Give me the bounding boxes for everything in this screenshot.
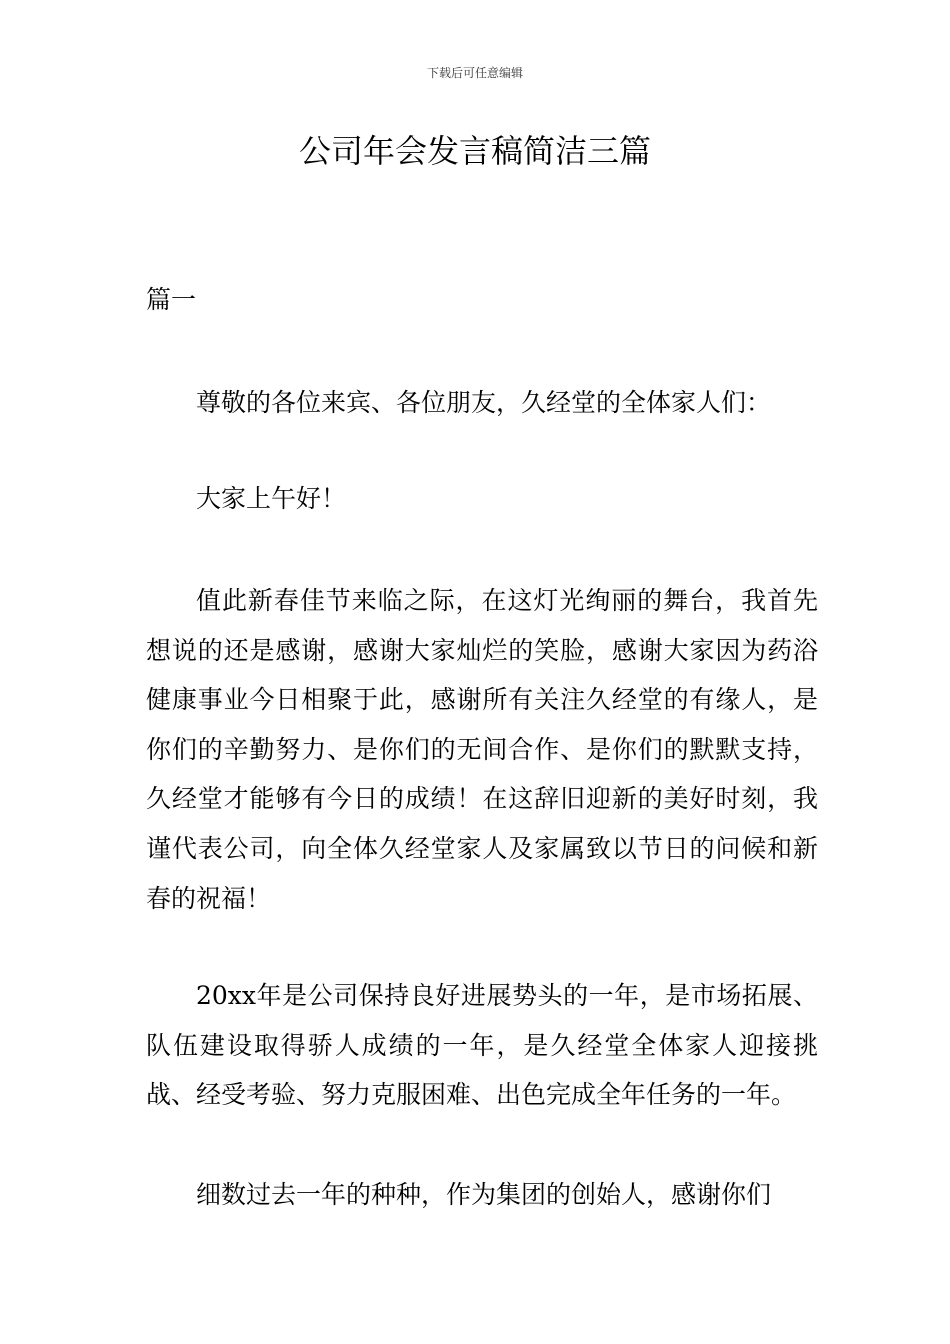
paragraph-thanks: 值此新春佳节来临之际，在这灯光绚丽的舞台，我首先想说的还是感谢，感谢大家灿烂的笑脸，感谢大家因为药浴健康事业今日相聚于此，感谢所有关注久经堂的有缘人，是你们的辛勤努力、是你们的无间合作、是你们的默默支持，久经堂才能够有今日的成绩！在这辞旧迎新的美好时刻，我谨代表公司，向全体久经堂家人及家属致以节日的问候和新春的祝福！ xyxy=(146,586,818,913)
paragraph-greeting: 大家上午好！ xyxy=(196,484,347,513)
paragraph-reflection: 细数过去一年的种种，作为集团的创始人，感谢你们 xyxy=(196,1180,772,1209)
header-note: 下载后可任意编辑 xyxy=(426,66,523,80)
paragraph-salutation: 尊敬的各位来宾、各位朋友，久经堂的全体家人们： xyxy=(196,388,772,417)
section-label: 篇一 xyxy=(146,285,197,314)
document-title: 公司年会发言稿简洁三篇 xyxy=(298,132,651,170)
paragraph-year-review: 20xx年是公司保持良好进展势头的一年，是市场拓展、队伍建设取得骄人成绩的一年，是久经堂全体家人迎接挑战、经受考验、努力克服困难、出色完成全年任务的一年。 xyxy=(146,981,818,1110)
